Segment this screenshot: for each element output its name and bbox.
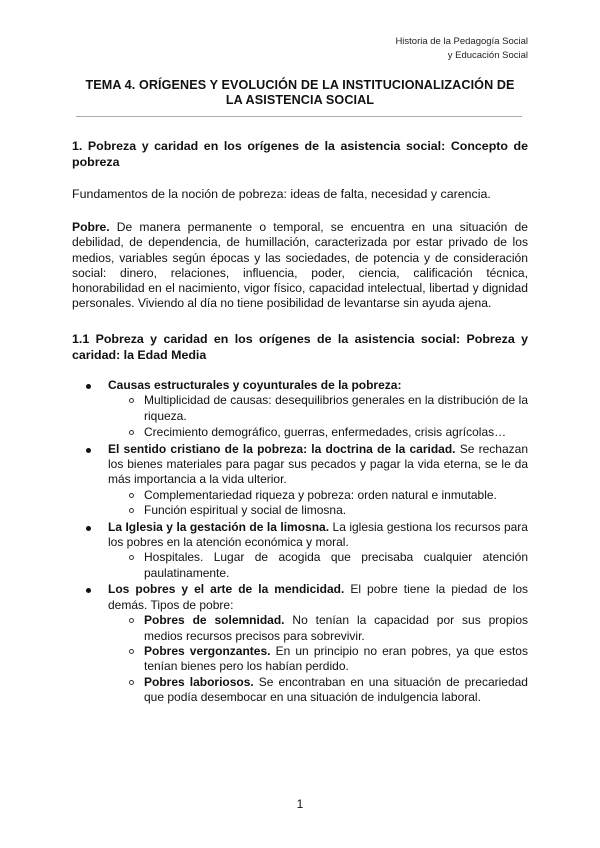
sub-list-item xyxy=(144,613,528,644)
sub-list-item xyxy=(144,393,528,424)
title-line-2: LA ASISTENCIA SOCIAL xyxy=(225,93,375,107)
bullet-icon xyxy=(86,526,91,531)
sub-item-text: Crecimiento demográfico, guerras, enfermedades, crisis agrícolas… xyxy=(144,425,507,440)
section-1-intro: Fundamentos de la noción de pobreza: ideas de falta, necesidad y carencia. xyxy=(72,187,491,201)
document-header xyxy=(395,35,528,63)
sub-item-bold: Pobres de solemnidad. xyxy=(144,613,285,628)
header-line-1: Historia de la Pedagogía Social xyxy=(395,36,528,47)
sub-item-text: No tenían la capacidad por sus propios medios recursos precisos para sobrevivir. xyxy=(144,613,528,643)
bullet-icon xyxy=(86,448,91,453)
circle-bullet-icon xyxy=(129,493,134,498)
list-item-text: El pobre tiene la piedad de los demás. Tipos de pobre: xyxy=(108,582,528,612)
sub-item-text: En un principio no eran pobres, ya que estos tenían bienes pero los habían perdido. xyxy=(144,643,528,674)
circle-bullet-icon xyxy=(129,508,134,513)
document-title xyxy=(70,78,530,108)
sub-item-text: Complementariedad riqueza y pobreza: orden natural e inmutable. xyxy=(144,487,497,502)
sub-list-item xyxy=(144,488,528,503)
list-item-text: Se rechazan los bienes materiales para pagar sus pecados y pagar la vida eterna, se le da más importancia a la vida ulterior. xyxy=(108,441,528,487)
title-line-1: TEMA 4. ORÍGENES Y EVOLUCIÓN DE LA INSTITUCIONALIZACIÓN DE xyxy=(85,78,515,92)
section-1-1-heading: 1.1 Pobreza y caridad en los orígenes de la asistencia social: Pobreza y caridad: la Edad Media xyxy=(72,332,528,362)
sub-item-text: Se encontraban en una situación de precariedad que podía desembocar en una situación de indulgencia laboral. xyxy=(144,674,528,705)
circle-bullet-icon xyxy=(129,430,134,435)
definition-term: Pobre. xyxy=(72,220,110,234)
sub-list-item xyxy=(144,644,528,675)
sub-item-text: Función espiritual y social de limosna. xyxy=(144,503,347,518)
title-divider xyxy=(76,116,522,117)
sub-item-text: Multiplicidad de causas: desequilibrios generales en la distribución de la riqueza. xyxy=(144,393,528,423)
sub-item-bold: Pobres vergonzantes. xyxy=(144,643,271,658)
definition-text: De manera permanente o temporal, se encuentra en una situación de debilidad, de dependencia, de humillación, caracterizada por estar privado de los medios, variables según épocas y las sociedades, de potencia y de consideración social: dinero, relaciones, influencia, poder, ciencia, calificación técnica, honorabilidad en el nacimiento, vigor físico, capacidad intelectual, libertad y dignidad personales. Viviendo al día no tiene posibilidad de levantarse sin ayuda ajena. xyxy=(72,220,528,311)
bullet-icon xyxy=(86,384,91,389)
page-number: 1 xyxy=(296,797,304,811)
list-item xyxy=(108,520,528,551)
list-item xyxy=(108,378,528,393)
list-item-bold: El sentido cristiano de la pobreza: la doctrina de la caridad. xyxy=(108,441,456,456)
header-line-2: y Educación Social xyxy=(447,50,528,61)
sub-list-item xyxy=(144,550,528,581)
sub-item-text: Hospitales. Lugar de acogida que precisaba cualquier atención paulatinamente. xyxy=(144,550,528,580)
list-item-text: La iglesia gestiona los recursos para los pobres en la atención económica y moral. xyxy=(108,519,528,550)
list-item xyxy=(108,442,528,488)
sub-list-item xyxy=(144,503,528,518)
list-item xyxy=(108,582,528,613)
list-item-bold: Causas estructurales y coyunturales de la pobreza: xyxy=(108,378,402,392)
sub-list-item xyxy=(144,675,528,706)
section-1-heading: 1. Pobreza y caridad en los orígenes de la asistencia social: Concepto de pobreza xyxy=(72,139,528,169)
list-item-bold: Los pobres y el arte de la mendicidad. xyxy=(108,582,345,597)
circle-bullet-icon xyxy=(129,398,134,403)
circle-bullet-icon xyxy=(129,618,134,623)
section-1-definition-paragraph xyxy=(72,220,528,312)
sub-item-bold: Pobres laboriosos. xyxy=(144,674,254,689)
list-item-bold: La Iglesia y la gestación de la limosna. xyxy=(108,519,330,534)
circle-bullet-icon xyxy=(129,649,134,654)
sub-list-item xyxy=(144,425,528,440)
bullet-icon xyxy=(86,588,91,593)
circle-bullet-icon xyxy=(129,555,134,560)
circle-bullet-icon xyxy=(129,680,134,685)
bullet-list xyxy=(108,378,528,706)
